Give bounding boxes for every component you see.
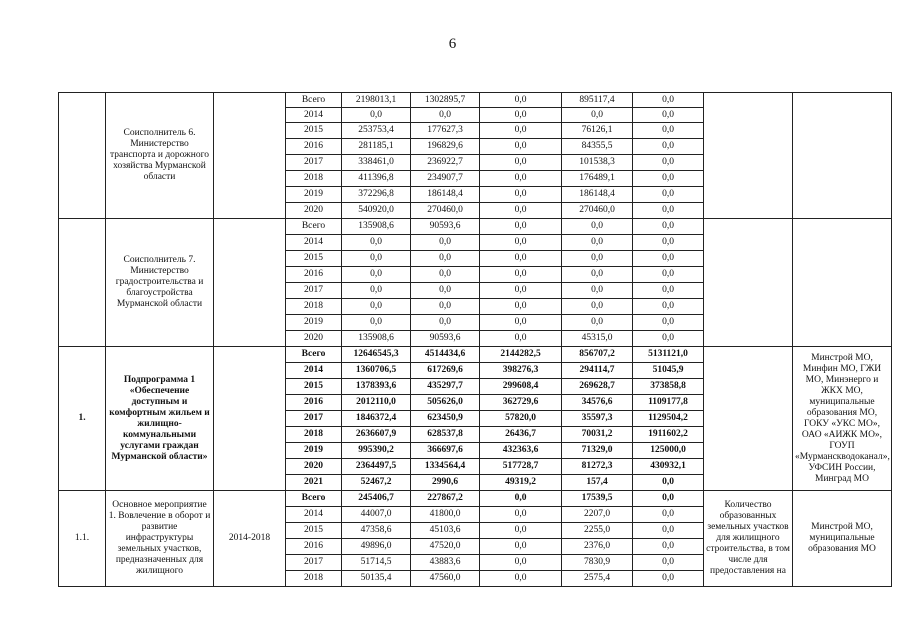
row-index [59,93,106,219]
federal-budget-cell: 57820,0 [480,411,562,427]
regional-budget-cell: 617269,6 [411,363,480,379]
program-funding-table [58,92,892,587]
extrabudgetary-cell: 0,0 [633,299,704,315]
regional-budget-cell: 1334564,4 [411,459,480,475]
local-budget-cell: 70031,2 [562,427,633,443]
regional-budget-cell: 4514434,6 [411,347,480,363]
local-budget-cell: 101538,3 [562,155,633,171]
federal-budget-cell: 0,0 [480,555,562,571]
year-cell: Всего [286,491,342,507]
federal-budget-cell: 0,0 [480,187,562,203]
total-cell: 2364497,5 [342,459,411,475]
extrabudgetary-cell: 0,0 [633,155,704,171]
row-index: 1. [59,347,106,491]
extrabudgetary-cell: 0,0 [633,283,704,299]
year-cell: 2016 [286,395,342,411]
row-index: 1.1. [59,491,106,587]
local-budget-cell: 34576,6 [562,395,633,411]
measure-name: Основное мероприятие 1. Вовлечение в оборот и развитие инфраструктуры земельных участков, предназначенных для жилищного [106,491,214,587]
implementation-period [214,219,286,347]
federal-budget-cell: 49319,2 [480,475,562,491]
measure-name: Подпрограмма 1 «Обеспечение доступным и комфортным жильем и жилищно-коммунальными услугами граждан Мурманской области» [106,347,214,491]
total-cell: 2198013,1 [342,93,411,108]
local-budget-cell: 176489,1 [562,171,633,187]
total-cell: 2012110,0 [342,395,411,411]
federal-budget-cell: 0,0 [480,108,562,123]
extrabudgetary-cell: 0,0 [633,187,704,203]
federal-budget-cell: 0,0 [480,219,562,235]
federal-budget-cell: 0,0 [480,123,562,139]
regional-budget-cell: 270460,0 [411,203,480,219]
regional-budget-cell: 47520,0 [411,539,480,555]
extrabudgetary-cell: 0,0 [633,171,704,187]
local-budget-cell: 0,0 [562,219,633,235]
extrabudgetary-cell: 0,0 [633,123,704,139]
total-cell: 338461,0 [342,155,411,171]
extrabudgetary-cell: 0,0 [633,203,704,219]
table-row [59,93,892,108]
extrabudgetary-cell: 0,0 [633,491,704,507]
year-cell: 2015 [286,251,342,267]
total-cell: 49896,0 [342,539,411,555]
local-budget-cell: 2376,0 [562,539,633,555]
total-cell: 1378393,6 [342,379,411,395]
federal-budget-cell: 299608,4 [480,379,562,395]
federal-budget-cell: 0,0 [480,235,562,251]
extrabudgetary-cell: 0,0 [633,267,704,283]
year-cell: 2020 [286,331,342,347]
regional-budget-cell: 628537,8 [411,427,480,443]
total-cell: 0,0 [342,283,411,299]
extrabudgetary-cell: 0,0 [633,251,704,267]
extrabudgetary-cell: 125000,0 [633,443,704,459]
extrabudgetary-cell: 0,0 [633,108,704,123]
target-indicator [704,347,793,491]
total-cell: 372296,8 [342,187,411,203]
local-budget-cell: 45315,0 [562,331,633,347]
federal-budget-cell: 26436,7 [480,427,562,443]
year-cell: 2015 [286,379,342,395]
regional-budget-cell: 0,0 [411,299,480,315]
regional-budget-cell: 0,0 [411,315,480,331]
implementation-period: 2014-2018 [214,491,286,587]
target-indicator [704,219,793,347]
year-cell: 2017 [286,555,342,571]
extrabudgetary-cell: 0,0 [633,139,704,155]
extrabudgetary-cell: 1911602,2 [633,427,704,443]
table-row [59,219,892,235]
federal-budget-cell: 0,0 [480,139,562,155]
regional-budget-cell: 0,0 [411,267,480,283]
table-row [59,347,892,363]
total-cell: 0,0 [342,299,411,315]
total-cell: 0,0 [342,235,411,251]
regional-budget-cell: 177627,3 [411,123,480,139]
regional-budget-cell: 41800,0 [411,507,480,523]
year-cell: Всего [286,219,342,235]
regional-budget-cell: 435297,7 [411,379,480,395]
regional-budget-cell: 90593,6 [411,331,480,347]
federal-budget-cell: 432363,6 [480,443,562,459]
year-cell: 2017 [286,283,342,299]
total-cell: 1846372,4 [342,411,411,427]
year-cell: 2015 [286,523,342,539]
local-budget-cell: 856707,2 [562,347,633,363]
local-budget-cell: 71329,0 [562,443,633,459]
target-indicator: Количество образованных земельных участков для жилищного строительства, в том числе для предоставления на [704,491,793,587]
federal-budget-cell: 0,0 [480,491,562,507]
year-cell: 2017 [286,155,342,171]
total-cell: 253753,4 [342,123,411,139]
regional-budget-cell: 0,0 [411,235,480,251]
total-cell: 12646545,3 [342,347,411,363]
extrabudgetary-cell: 0,0 [633,331,704,347]
total-cell: 995390,2 [342,443,411,459]
federal-budget-cell: 0,0 [480,203,562,219]
table-row [59,491,892,507]
year-cell: 2018 [286,299,342,315]
local-budget-cell: 84355,5 [562,139,633,155]
local-budget-cell: 0,0 [562,108,633,123]
year-cell: 2019 [286,187,342,203]
federal-budget-cell: 0,0 [480,331,562,347]
year-cell: Всего [286,93,342,108]
local-budget-cell: 0,0 [562,299,633,315]
local-budget-cell: 2575,4 [562,571,633,587]
extrabudgetary-cell: 430932,1 [633,459,704,475]
extrabudgetary-cell: 0,0 [633,539,704,555]
extrabudgetary-cell: 373858,8 [633,379,704,395]
local-budget-cell: 81272,3 [562,459,633,475]
total-cell: 0,0 [342,315,411,331]
extrabudgetary-cell: 0,0 [633,523,704,539]
extrabudgetary-cell: 0,0 [633,235,704,251]
regional-budget-cell: 0,0 [411,283,480,299]
regional-budget-cell: 47560,0 [411,571,480,587]
year-cell: 2014 [286,363,342,379]
local-budget-cell: 186148,4 [562,187,633,203]
year-cell: 2017 [286,411,342,427]
responsible-executors [793,93,892,219]
total-cell: 281185,1 [342,139,411,155]
regional-budget-cell: 1302895,7 [411,93,480,108]
federal-budget-cell: 0,0 [480,507,562,523]
regional-budget-cell: 227867,2 [411,491,480,507]
year-cell: 2020 [286,459,342,475]
total-cell: 47358,6 [342,523,411,539]
responsible-executors [793,219,892,347]
local-budget-cell: 2207,0 [562,507,633,523]
total-cell: 50135,4 [342,571,411,587]
regional-budget-cell: 90593,6 [411,219,480,235]
year-cell: 2016 [286,539,342,555]
year-cell: 2016 [286,139,342,155]
measure-name: Соисполнитель 7. Министерство градостроительства и благоустройства Мурманской области [106,219,214,347]
regional-budget-cell: 43883,6 [411,555,480,571]
page-number: 6 [448,36,457,52]
federal-budget-cell: 0,0 [480,171,562,187]
local-budget-cell: 0,0 [562,283,633,299]
federal-budget-cell: 0,0 [480,267,562,283]
total-cell: 52467,2 [342,475,411,491]
federal-budget-cell: 0,0 [480,283,562,299]
total-cell: 540920,0 [342,203,411,219]
federal-budget-cell: 0,0 [480,571,562,587]
federal-budget-cell: 0,0 [480,523,562,539]
extrabudgetary-cell: 0,0 [633,555,704,571]
local-budget-cell: 0,0 [562,235,633,251]
extrabudgetary-cell: 51045,9 [633,363,704,379]
year-cell: 2014 [286,235,342,251]
extrabudgetary-cell: 0,0 [633,219,704,235]
local-budget-cell: 157,4 [562,475,633,491]
year-cell: 2016 [286,267,342,283]
total-cell: 0,0 [342,108,411,123]
regional-budget-cell: 2990,6 [411,475,480,491]
year-cell: 2015 [286,123,342,139]
responsible-executors: Минстрой МО, Минфин МО, ГЖИ МО, Минэнерго и ЖКХ МО, муниципальные образования МО, ГОКУ «УКС МО», ОАО «АИЖК МО», ГОУП «Мурманскводоканал», УФСИН России, Минград МО [793,347,892,491]
federal-budget-cell: 0,0 [480,155,562,171]
regional-budget-cell: 366697,6 [411,443,480,459]
implementation-period [214,93,286,219]
extrabudgetary-cell: 1109177,8 [633,395,704,411]
local-budget-cell: 0,0 [562,315,633,331]
regional-budget-cell: 0,0 [411,108,480,123]
local-budget-cell: 270460,0 [562,203,633,219]
federal-budget-cell: 0,0 [480,251,562,267]
total-cell: 245406,7 [342,491,411,507]
local-budget-cell: 0,0 [562,251,633,267]
total-cell: 0,0 [342,251,411,267]
year-cell: 2019 [286,443,342,459]
total-cell: 411396,8 [342,171,411,187]
extrabudgetary-cell: 5131121,0 [633,347,704,363]
year-cell: 2018 [286,171,342,187]
regional-budget-cell: 196829,6 [411,139,480,155]
total-cell: 135908,6 [342,219,411,235]
federal-budget-cell: 0,0 [480,539,562,555]
local-budget-cell: 0,0 [562,267,633,283]
row-index [59,219,106,347]
total-cell: 135908,6 [342,331,411,347]
extrabudgetary-cell: 1129504,2 [633,411,704,427]
local-budget-cell: 76126,1 [562,123,633,139]
total-cell: 0,0 [342,267,411,283]
regional-budget-cell: 234907,7 [411,171,480,187]
federal-budget-cell: 0,0 [480,315,562,331]
extrabudgetary-cell: 0,0 [633,507,704,523]
extrabudgetary-cell: 0,0 [633,315,704,331]
federal-budget-cell: 0,0 [480,299,562,315]
total-cell: 51714,5 [342,555,411,571]
regional-budget-cell: 186148,4 [411,187,480,203]
year-cell: 2018 [286,427,342,443]
extrabudgetary-cell: 0,0 [633,571,704,587]
regional-budget-cell: 505626,0 [411,395,480,411]
year-cell: 2014 [286,507,342,523]
extrabudgetary-cell: 0,0 [633,93,704,108]
federal-budget-cell: 0,0 [480,93,562,108]
regional-budget-cell: 623450,9 [411,411,480,427]
federal-budget-cell: 362729,6 [480,395,562,411]
year-cell: 2018 [286,571,342,587]
implementation-period [214,347,286,491]
federal-budget-cell: 398276,3 [480,363,562,379]
regional-budget-cell: 0,0 [411,251,480,267]
year-cell: Всего [286,347,342,363]
year-cell: 2014 [286,108,342,123]
local-budget-cell: 7830,9 [562,555,633,571]
federal-budget-cell: 517728,7 [480,459,562,475]
local-budget-cell: 35597,3 [562,411,633,427]
year-cell: 2019 [286,315,342,331]
local-budget-cell: 269628,7 [562,379,633,395]
local-budget-cell: 294114,7 [562,363,633,379]
total-cell: 1360706,5 [342,363,411,379]
local-budget-cell: 895117,4 [562,93,633,108]
year-cell: 2020 [286,203,342,219]
federal-budget-cell: 2144282,5 [480,347,562,363]
measure-name: Соисполнитель 6. Министерство транспорта и дорожного хозяйства Мурманской области [106,93,214,219]
total-cell: 2636607,9 [342,427,411,443]
total-cell: 44007,0 [342,507,411,523]
regional-budget-cell: 236922,7 [411,155,480,171]
regional-budget-cell: 45103,6 [411,523,480,539]
local-budget-cell: 2255,0 [562,523,633,539]
local-budget-cell: 17539,5 [562,491,633,507]
responsible-executors: Минстрой МО, муниципальные образования МО [793,491,892,587]
extrabudgetary-cell: 0,0 [633,475,704,491]
year-cell: 2021 [286,475,342,491]
target-indicator [704,93,793,219]
